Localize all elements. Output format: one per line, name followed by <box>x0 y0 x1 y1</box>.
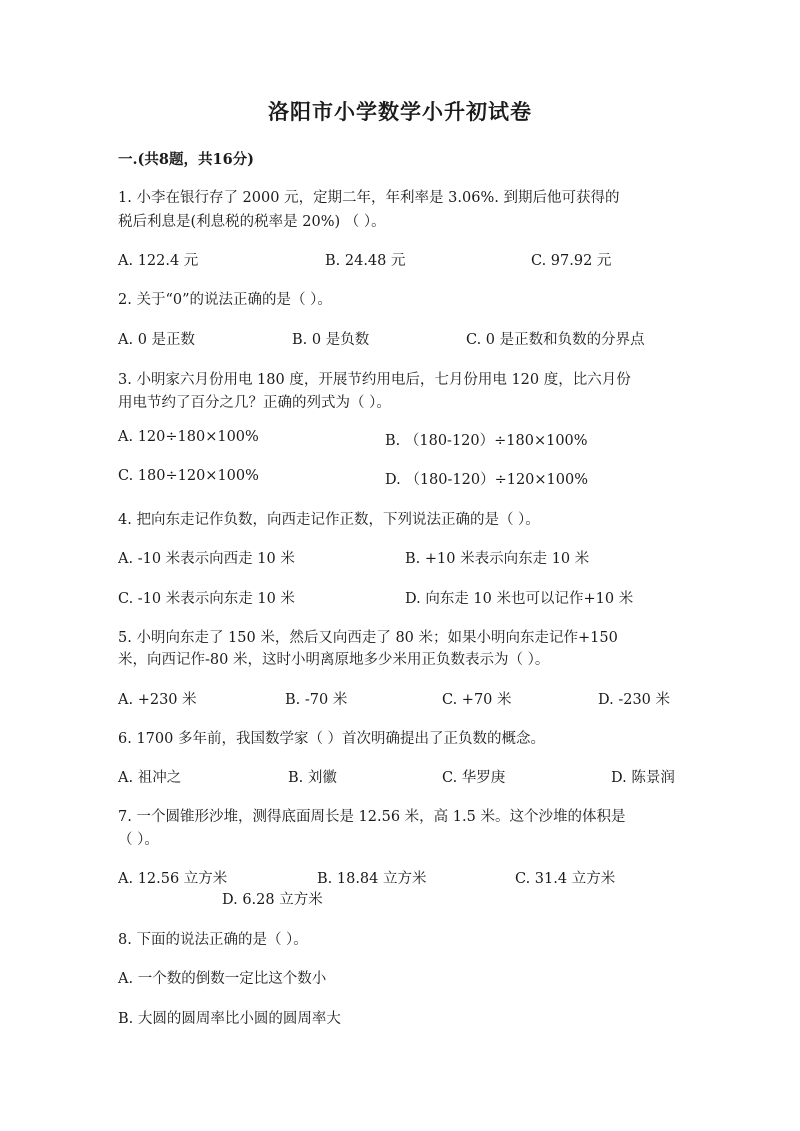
question-3-option-a: A. 120÷180×100% <box>118 429 259 445</box>
question-4-option-c: C. -10 米表示向东走 10 米 <box>118 591 295 607</box>
question-8-option-b: B. 大圆的圆周率比小圆的圆周率大 <box>118 1011 341 1027</box>
question-7-stem-line-1: 7. 一个圆锥形沙堆，测得底面周长是 12.56 米，高 1.5 米。这个沙堆的体积是 <box>118 809 626 825</box>
question-6-option-b: B. 刘徽 <box>288 770 337 786</box>
question-8-stem-line-1: 8. 下面的说法正确的是（ ）。 <box>118 932 308 948</box>
question-7-option-c: C. 31.4 立方米 <box>515 871 616 887</box>
question-7-option-d: D. 6.28 立方米 <box>222 892 323 908</box>
question-1-option-a: A. 122.4 元 <box>118 253 199 269</box>
question-3-option-b: B. （180-120）÷180×100% <box>385 433 588 449</box>
question-7-stem-line-2: （ ）。 <box>118 832 159 848</box>
question-8-option-a: A. 一个数的倒数一定比这个数小 <box>118 971 327 987</box>
question-3-stem-line-1: 3. 小明家六月份用电 180 度，开展节约用电后，七月份用电 120 度，比六月份 <box>118 372 631 388</box>
question-2-stem-line-1: 2. 关于“0”的说法正确的是（ ）。 <box>118 292 332 308</box>
question-2-option-a: A. 0 是正数 <box>118 332 196 348</box>
question-4-option-a: A. -10 米表示向西走 10 米 <box>118 551 295 567</box>
question-6-option-c: C. 华罗庚 <box>442 770 506 786</box>
question-2-option-b: B. 0 是负数 <box>292 332 370 348</box>
question-5-option-a: A. +230 米 <box>118 692 197 708</box>
question-2-option-c: C. 0 是正数和负数的分界点 <box>466 332 645 348</box>
question-5-option-d: D. -230 米 <box>598 692 671 708</box>
question-7-option-a: A. 12.56 立方米 <box>118 871 228 887</box>
question-7-option-b: B. 18.84 立方米 <box>317 871 427 887</box>
question-3-option-c: C. 180÷120×100% <box>118 468 259 484</box>
question-3-option-d: D. （180-120）÷120×100% <box>385 472 589 488</box>
question-5-stem-line-1: 5. 小明向东走了 150 米，然后又向西走了 80 米；如果小明向东走记作+150 <box>118 630 618 646</box>
question-1-option-c: C. 97.92 元 <box>531 253 612 269</box>
question-1-stem-line-2: 税后利息是(利息税的税率是 20%) （ ）。 <box>118 214 386 230</box>
question-5-stem-line-2: 米，向西记作-80 米，这时小明离原地多少米用正负数表示为（ ）。 <box>118 652 550 668</box>
question-6-option-a: A. 祖冲之 <box>118 770 182 786</box>
question-4-option-b: B. +10 米表示向东走 10 米 <box>405 551 590 567</box>
question-1-option-b: B. 24.48 元 <box>325 253 406 269</box>
question-5-option-c: C. +70 米 <box>442 692 512 708</box>
question-1-stem-line-1: 1. 小李在银行存了 2000 元，定期二年，年利率是 3.06%. 到期后他可获得的 <box>118 190 620 206</box>
question-6-stem-line-1: 6. 1700 多年前，我国数学家（ ）首次明确提出了正负数的概念。 <box>118 731 546 747</box>
question-3-stem-line-2: 用电节约了百分之几？正确的列式为（ ）。 <box>118 395 391 411</box>
question-4-option-d: D. 向东走 10 米也可以记作+10 米 <box>405 591 634 607</box>
question-6-option-d: D. 陈景润 <box>611 770 675 786</box>
exam-title: 洛阳市小学数学小升初试卷 <box>268 99 532 124</box>
section-header: 一.(共8题，共16分) <box>118 151 255 168</box>
question-5-option-b: B. -70 米 <box>285 692 348 708</box>
question-4-stem-line-1: 4. 把向东走记作负数，向西走记作正数，下列说法正确的是（ ）。 <box>118 512 540 528</box>
